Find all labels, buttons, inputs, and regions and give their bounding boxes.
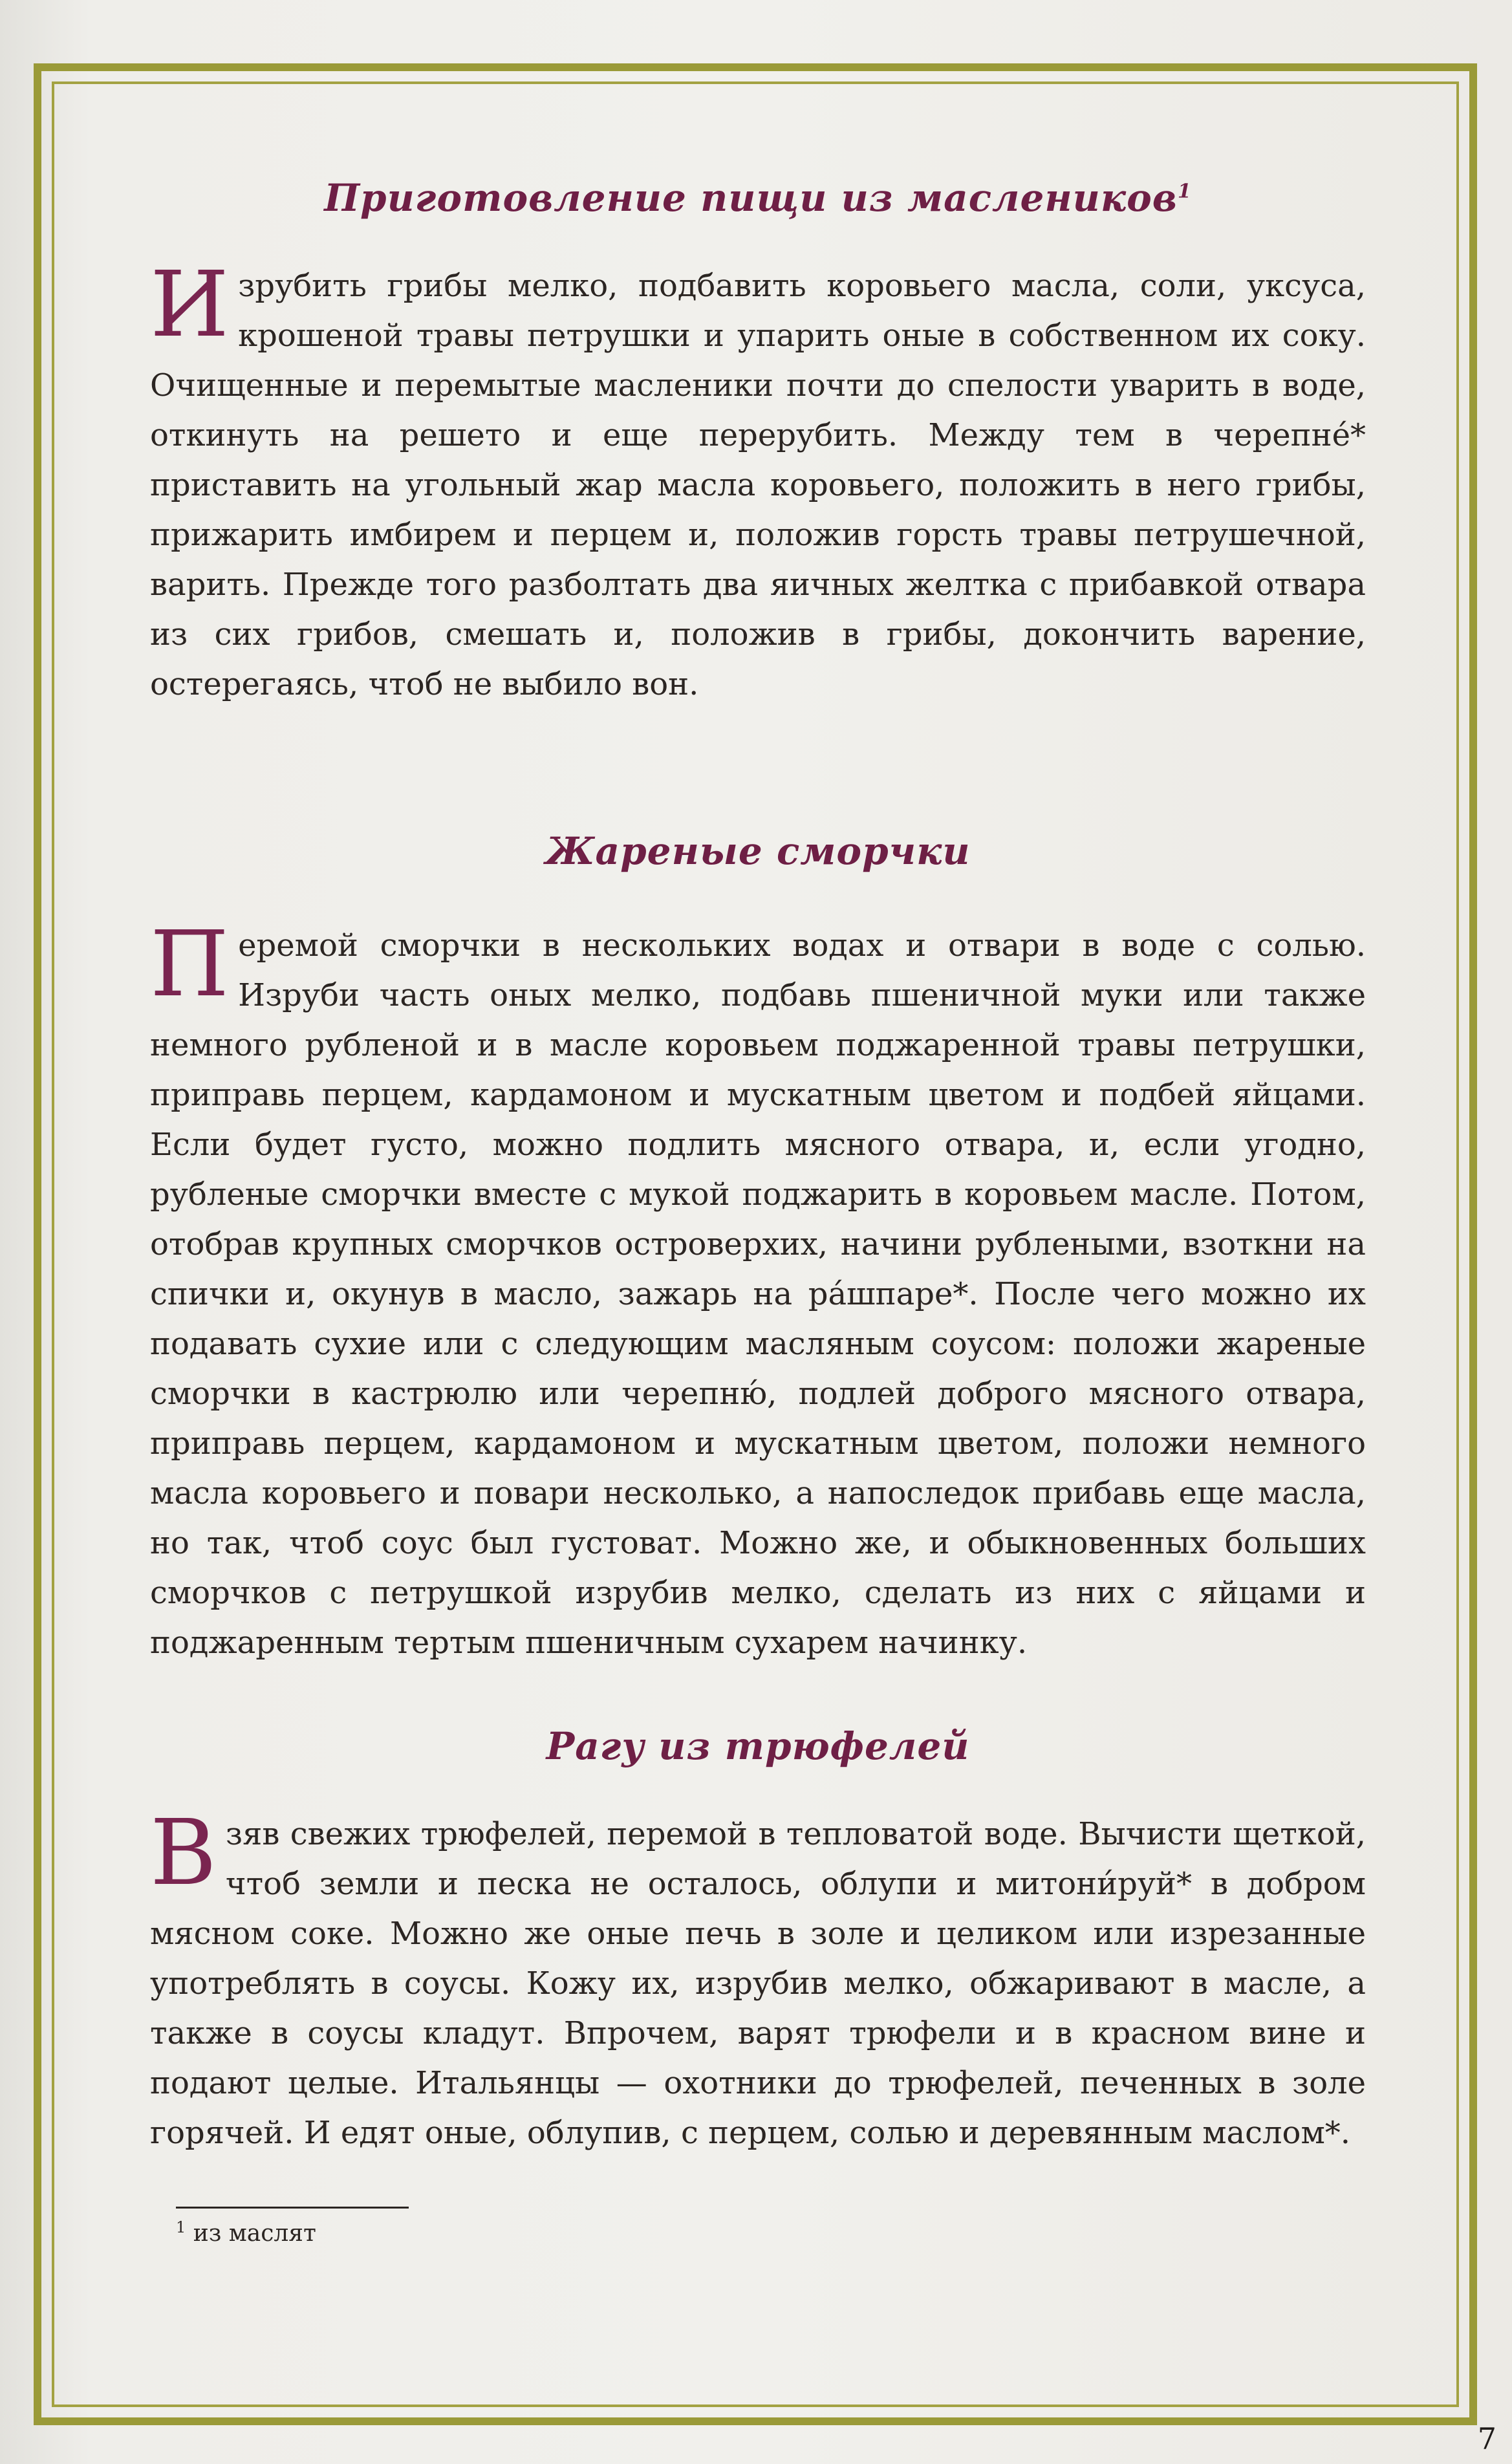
section-masleniki [150, 176, 1366, 709]
footnote [176, 2218, 316, 2247]
footnote-rule [176, 2207, 409, 2209]
section-paragraph [150, 252, 1366, 709]
paragraph-text: зрубить грибы мелко, подбавить коровьего масла, соли, уксуса, крошеной травы петрушки и упарить оные в собственном их соку. Очищенные и перемытые масленики почти до спелости уварить в воде, откинуть на решето и еще перерубить. Между тем в черепне́* приставить на угольный жар масла коровьего, положить в него грибы, прижарить имбирем и перцем и, положив горсть травы петрушечной, варить. Прежде того разболтать два яичных желтка с прибавкой отвара из сих грибов, смешать и, положив в грибы, докончить варение, остерегаясь, чтоб не выбило вон. [150, 268, 1366, 702]
section-heading [150, 176, 1366, 220]
section-smorchki [150, 829, 1366, 1668]
section-paragraph [150, 1800, 1366, 2158]
drop-cap: В [150, 1800, 217, 1906]
heading-text: Рагу из трюфелей [546, 1724, 970, 1768]
section-paragraph [150, 912, 1366, 1668]
heading-text: Приготовление пищи из маслеников [324, 176, 1178, 220]
footnote-mark: 1 [176, 2218, 186, 2236]
heading-text: Жареные сморчки [545, 829, 971, 873]
drop-cap: И [150, 252, 230, 358]
paragraph-text: еремой сморчки в нескольких водах и отвари в воде с солью. Изруби часть оных мелко, подбавь пшеничной муки или также немного рубленой и в масле коровьем поджаренной травы петрушки, приправь перцем, кардамоном и мускатным цветом и подбей яйцами. Если будет густо, можно подлить мясного отвара, и, если угодно, рубленые сморчки вместе с мукой поджарить в коровьем масле. Потом, отобрав крупных сморчков островерхих, начини рублеными, взоткни на спички и, окунув в масло, зажарь на ра́шпаре*. После чего можно их подавать сухие или с следующим масляным соусом: положи жареные сморчки в кастрюлю или черепню́, подлей доброго мясного отвара, приправь перцем, кардамоном и мускатным цветом, положи немного масла коровьего и повари несколько, а напоследок прибавь еще масла, но так, чтоб соус был густоват. Можно же, и обыкновенных больших сморчков с петрушкой изрубив мелко, сделать из них с яйцами и поджаренным тертым пшеничным сухарем начинку. [150, 927, 1366, 1661]
section-heading [150, 829, 1366, 873]
footnote-text: из маслят [193, 2220, 316, 2247]
page-number: 7 [1477, 2421, 1496, 2456]
section-heading [150, 1724, 1366, 1768]
footnote-marker: 1 [1177, 180, 1192, 203]
section-tryufeli [150, 1724, 1366, 2158]
paragraph-text: зяв свежих трюфелей, перемой в тепловатой воде. Вычисти щеткой, чтоб земли и песка не осталось, облупи и митони́руй* в добром мясном соке. Можно же оные печь в золе и целиком или изрезанные употреблять в соусы. Кожу их, изрубив мелко, обжаривают в масле, а также в соусы кладут. Впрочем, варят трюфели и в красном вине и подают целые. Итальянцы — охотники до трюфелей, печенных в золе горячей. И едят оные, облупив, с перцем, солью и деревянным маслом*. [150, 1816, 1366, 2151]
drop-cap: П [150, 912, 230, 1017]
